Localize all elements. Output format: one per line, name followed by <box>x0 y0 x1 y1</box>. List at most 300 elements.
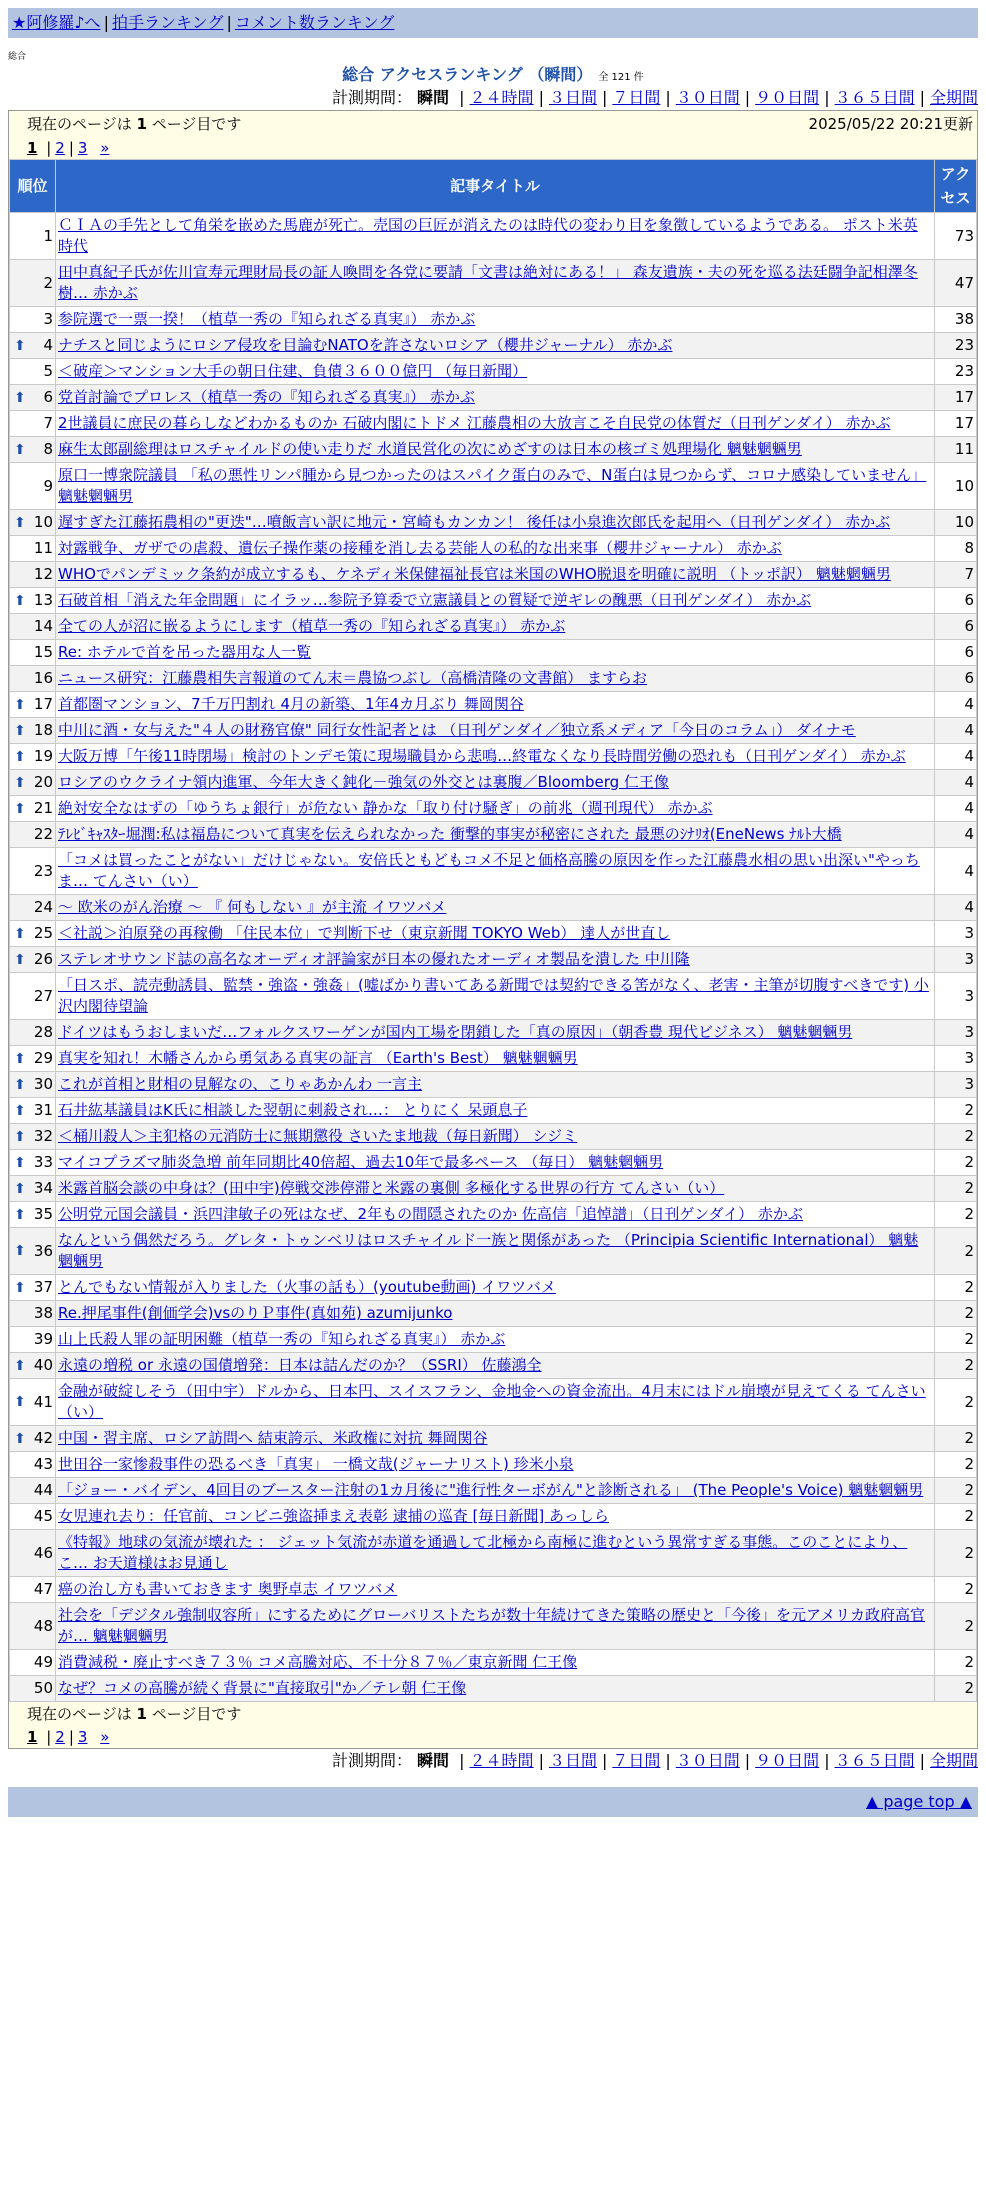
article-link[interactable]: 2世議員に庶民の暮らしなどわかるものか 石破内閣にトドメ 江藤農相の大放言こそ自民党の体質だ（日刊ゲンダイ） 赤かぶ <box>58 414 891 432</box>
rank-cell <box>10 1202 56 1228</box>
rank-number: 39 <box>33 1330 53 1348</box>
article-link[interactable]: 「日スポ、読売動誘員、監禁・強盗・強姦」(嘘ばかり書いてある新聞では契約できる筈がなく、老害・主筆が切腹すべきです) 小沢内閣待望論 <box>58 976 929 1015</box>
rank-cell <box>10 1275 56 1301</box>
article-link[interactable]: ＣＩＡの手先として角栄を嵌めた馬鹿が死亡。売国の巨匠が消えたのは時代の変わり目を象徴しているようである。 ポスト米英時代 <box>58 216 918 255</box>
period-current: 瞬間 <box>417 88 450 107</box>
access-count: 17 <box>935 385 977 411</box>
up-arrow-icon: ⬆ <box>14 337 26 354</box>
access-count: 2 <box>935 1603 977 1650</box>
page-info-bar <box>9 111 977 137</box>
rank-number: 48 <box>33 1616 53 1635</box>
period-link[interactable]: ２４時間 <box>469 88 534 107</box>
rank-number: 36 <box>33 1241 53 1260</box>
table-row <box>10 1275 977 1301</box>
access-count: 4 <box>935 692 977 718</box>
title-cell <box>56 1577 935 1603</box>
page-info-prefix: 現在のページは <box>27 1705 132 1723</box>
title-cell <box>56 1650 935 1676</box>
title-cell <box>56 973 935 1020</box>
rank-number: 34 <box>33 1179 53 1197</box>
article-link[interactable]: ナチスと同じようにロシア侵攻を目論むNATOを許さないロシア（櫻井ジャーナル） 赤かぶ <box>58 336 673 354</box>
header-access: アクセス <box>935 160 977 213</box>
period-separator: | <box>601 1751 608 1770</box>
up-arrow-icon: ⬆ <box>14 1102 26 1119</box>
article-link[interactable]: 麻生太郎副総理はロスチャイルドの使い走りだ 水道民営化の次にめざすのは日本の核ゴミ処理場化 魑魅魍魎男 <box>58 440 802 458</box>
rank-cell <box>10 1046 56 1072</box>
table-row <box>10 1379 977 1426</box>
period-separator: | <box>459 88 465 107</box>
period-link[interactable]: ３０日間 <box>675 1751 740 1770</box>
article-link[interactable]: 消費減税・廃止すべき７３％ コメ高騰対応、不十分８７％／東京新聞 仁王像 <box>58 1653 578 1671</box>
access-count: 17 <box>935 411 977 437</box>
article-link[interactable]: 「コメは買ったことがない」だけじゃない。安倍氏ともどもコメ不足と価格高騰の原因を作った江藤農水相の思い出深い"やっちま… てんさい（い） <box>58 851 920 890</box>
article-link[interactable]: WHOでパンデミック条約が成立するも、ケネディ米保健福祉長官は米国のWHO脱退を明確に説明 （トッポ訳） 魑魅魍魎男 <box>58 565 891 583</box>
title-cell <box>56 307 935 333</box>
page-info-suffix: ページ目です <box>151 115 242 133</box>
period-link[interactable]: ９０日間 <box>755 88 820 107</box>
article-link[interactable]: 対露戦争、ガザでの虐殺、遺伝子操作薬の接種を消し去る芸能人の私的な出来事（櫻井ジャーナル） 赤かぶ <box>58 539 782 557</box>
table-row <box>10 359 977 385</box>
article-link[interactable]: なぜ？コメの高騰が続く背景に"直接取引"か／テレ朝 仁王像 <box>58 1679 467 1697</box>
rank-cell <box>10 947 56 973</box>
access-count: 10 <box>935 463 977 510</box>
title-cell <box>56 796 935 822</box>
pager-separator: | <box>46 139 52 157</box>
rank-cell <box>10 411 56 437</box>
page-info-prefix: 現在のページは <box>27 115 132 133</box>
table-row <box>10 1426 977 1452</box>
title-cell <box>56 437 935 463</box>
access-count: 6 <box>935 640 977 666</box>
table-row <box>10 822 977 848</box>
title-cell <box>56 333 935 359</box>
access-count: 4 <box>935 796 977 822</box>
article-link[interactable]: ﾃﾚﾋﾞｷｬｽﾀｰ堀潤:私は福島について真実を伝えられなかった 衝撃的事実が秘密にされた 最悪のｼﾅﾘｵ(EneNews ﾅﾙﾄ大橋 <box>58 825 842 843</box>
rank-number: 3 <box>43 310 53 328</box>
title-cell <box>56 1176 935 1202</box>
table-row <box>10 1124 977 1150</box>
period-link[interactable]: ３６５日間 <box>834 1751 915 1770</box>
up-arrow-icon: ⬆ <box>14 592 26 609</box>
article-link[interactable]: ～ 欧米のがん治療 ～ 『 何もしない 』が主流 イワツバメ <box>58 898 447 916</box>
period-label: 計測期間： <box>331 1751 412 1770</box>
table-row <box>10 947 977 973</box>
article-link[interactable]: とんでもない情報が入りました（火事の話も）(youtube動画) イワツバメ <box>58 1278 556 1296</box>
period-link[interactable]: ３日間 <box>548 88 597 107</box>
rank-cell <box>10 770 56 796</box>
up-arrow-icon: ⬆ <box>14 748 26 765</box>
table-row <box>10 333 977 359</box>
access-count: 4 <box>935 744 977 770</box>
title-cell <box>56 614 935 640</box>
title-cell <box>56 510 935 536</box>
title-cell <box>56 463 935 510</box>
article-link[interactable]: 田中真紀子氏が佐川宣寿元理財局長の証人喚問を各党に要請「文書は絶対にある！」 森友遺族・夫の死を巡る法廷闘争記相澤冬樹… 赤かぶ <box>58 263 918 302</box>
table-row <box>10 666 977 692</box>
article-link[interactable]: ＜社説＞泊原発の再稼働 「住民本位」で判断下せ（東京新聞 TOKYO Web） 達人が世直し <box>58 924 671 942</box>
rank-cell <box>10 1603 56 1650</box>
pager-separator: | <box>68 1728 74 1746</box>
title-cell <box>56 1379 935 1426</box>
period-separator: | <box>824 88 830 107</box>
nav-separator: | <box>226 13 232 32</box>
rank-number: 29 <box>33 1049 53 1067</box>
article-link[interactable]: 全ての人が沼に嵌るようにします（植草一秀の『知られざる真実』） 赤かぶ <box>58 617 566 635</box>
rank-number: 19 <box>33 747 53 765</box>
article-link[interactable]: 公明党元国会議員・浜四津敏子の死はなぜ、2年もの間隠されたのか 佐高信「追悼譜」（日刊ゲンダイ） 赤かぶ <box>58 1205 803 1223</box>
rank-cell <box>10 1124 56 1150</box>
rank-number: 1 <box>43 226 53 245</box>
rank-cell <box>10 213 56 260</box>
rank-number: 33 <box>33 1153 53 1171</box>
rank-cell <box>10 848 56 895</box>
pager-link[interactable]: 2 <box>55 139 65 157</box>
access-count: 2 <box>935 1452 977 1478</box>
page-info-number: 1 <box>136 1705 147 1723</box>
title-cell <box>56 1327 935 1353</box>
rank-number: 49 <box>33 1653 53 1671</box>
rank-number: 17 <box>33 695 53 713</box>
title-cell <box>56 1202 935 1228</box>
table-row <box>10 1603 977 1650</box>
title-cell <box>56 1124 935 1150</box>
article-link[interactable]: 「ジョー・バイデン、4回目のブースター注射の1カ月後に"進行性ターボがん"と診断される」 (The People's Voice) 魑魅魍魎男 <box>58 1481 924 1499</box>
rank-number: 20 <box>33 773 53 791</box>
article-link[interactable]: 癌の治し方も書いておきます 奥野卓志 イワツバメ <box>58 1580 398 1598</box>
rank-number: 28 <box>33 1023 53 1041</box>
title-cell <box>56 947 935 973</box>
rank-number: 21 <box>33 799 53 817</box>
article-link[interactable]: 遅すぎた江藤拓農相の"更迭"…噴飯言い訳に地元・宮崎もカンカン！ 後任は小泉進次郎氏を起用へ（日刊ゲンダイ） 赤かぶ <box>58 513 891 531</box>
pager-separator: | <box>46 1728 52 1746</box>
title-cell <box>56 1046 935 1072</box>
article-link[interactable]: ＜桶川殺人＞主犯格の元消防士に無期懲役 さいたま地裁（毎日新聞） シジミ <box>58 1127 578 1145</box>
article-link[interactable]: 石破首相「消えた年金問題」にイラッ…参院予算委で立憲議員との質疑で逆ギレの醜悪（日刊ゲンダイ） 赤かぶ <box>58 591 812 609</box>
rank-cell <box>10 973 56 1020</box>
period-selector-top <box>8 86 978 110</box>
rank-number: 5 <box>43 362 53 380</box>
period-separator: | <box>601 88 608 107</box>
title-cell <box>56 213 935 260</box>
article-link[interactable]: 永遠の増税 or 永遠の国債増発：日本は詰んだのか？（SSRI） 佐藤鴻全 <box>58 1356 542 1374</box>
page-info-bar-bottom <box>9 1702 977 1726</box>
rank-cell <box>10 921 56 947</box>
rank-cell <box>10 1426 56 1452</box>
up-arrow-icon: ⬆ <box>14 1394 26 1410</box>
rank-cell <box>10 437 56 463</box>
up-arrow-icon: ⬆ <box>14 1357 26 1374</box>
rank-cell <box>10 796 56 822</box>
access-count: 4 <box>935 770 977 796</box>
table-row <box>10 463 977 510</box>
table-row <box>10 1228 977 1275</box>
article-link[interactable]: ニュース研究：江藤農相失言報道のてん末＝農協つぶし（高橋清隆の文書館） ますらお <box>58 669 648 687</box>
title-cell <box>56 1530 935 1577</box>
rank-number: 9 <box>43 476 53 495</box>
access-count: 38 <box>935 307 977 333</box>
title-cell <box>56 588 935 614</box>
top-nav <box>8 8 978 38</box>
article-link[interactable]: なんという偶然だろう。グレタ・トゥンベリはロスチャイルド一族と関係があった （Principia Scientific International） 魑魅魍魎男 <box>58 1231 919 1270</box>
access-count: 4 <box>935 822 977 848</box>
title-cell <box>56 1150 935 1176</box>
rank-cell <box>10 1530 56 1577</box>
title-cell <box>56 1478 935 1504</box>
title-cell <box>56 385 935 411</box>
rank-cell <box>10 1327 56 1353</box>
access-count: 6 <box>935 588 977 614</box>
pager-current: 1 <box>27 139 38 157</box>
rank-cell <box>10 359 56 385</box>
title-cell <box>56 1504 935 1530</box>
rank-cell <box>10 1098 56 1124</box>
rank-cell <box>10 510 56 536</box>
title-cell <box>56 1228 935 1275</box>
rank-number: 41 <box>33 1392 53 1411</box>
rank-number: 23 <box>33 861 53 880</box>
table-row <box>10 562 977 588</box>
pager-link[interactable]: 3 <box>77 1728 88 1746</box>
period-link[interactable]: 全期間 <box>929 88 978 107</box>
title-cell <box>56 848 935 895</box>
period-link[interactable]: ７日間 <box>612 1751 661 1770</box>
article-link[interactable]: 真実を知れ！木幡さんから勇気ある真実の証言 （Earth's Best） 魑魅魍魎男 <box>58 1049 578 1067</box>
title-cell <box>56 822 935 848</box>
period-separator: | <box>538 1751 544 1770</box>
nav-link-asyura[interactable]: ★阿修羅♪へ <box>12 13 101 32</box>
rank-cell <box>10 1353 56 1379</box>
article-link[interactable]: ロシアのウクライナ領内進軍、今年大きく鈍化－強気の外交とは裏腹／Bloomberg 仁王像 <box>58 773 669 791</box>
rank-number: 27 <box>33 986 53 1005</box>
rank-cell <box>10 640 56 666</box>
article-link[interactable]: これが首相と財相の見解なの、こりゃあかんわ 一言主 <box>58 1075 423 1093</box>
access-count: 2 <box>935 1478 977 1504</box>
title-cell <box>56 536 935 562</box>
rank-number: 22 <box>33 825 53 843</box>
title-cell <box>56 1301 935 1327</box>
rank-number: 50 <box>33 1679 53 1697</box>
period-separator: | <box>538 88 544 107</box>
article-link[interactable]: 原口一博衆院議員 「私の悪性リンパ腫から見つかったのはスパイク蛋白のみで、N蛋白は見つからず、コロナ感染していません」 魑魅魍魎男 <box>58 466 927 505</box>
access-count: 3 <box>935 973 977 1020</box>
table-row <box>10 437 977 463</box>
article-link[interactable]: 参院選で一票一揆！（植草一秀の『知られざる真実』） 赤かぶ <box>58 310 476 328</box>
article-link[interactable]: 女児連れ去り：任官前、コンビニ強盗挿まえ表彰 逮捕の巡査 [毎日新聞] あっしら <box>58 1507 609 1525</box>
article-link[interactable]: 中川に酒・女与えた"４人の財務官僚" 同行女性記者とは （日刊ゲンダイ／独立系メディア「今日のコラム」） ダイナモ <box>58 721 856 739</box>
pager-separator <box>87 139 100 157</box>
table-row <box>10 614 977 640</box>
rank-number: 45 <box>33 1507 53 1525</box>
page-info-number: 1 <box>136 115 147 133</box>
updated-timestamp: 2025/05/22 20:21更新 <box>808 115 973 133</box>
rank-cell <box>10 1650 56 1676</box>
period-separator: | <box>744 88 751 107</box>
access-count: 2 <box>935 1353 977 1379</box>
period-separator: | <box>459 1751 465 1770</box>
rank-number: 6 <box>43 388 53 406</box>
table-row <box>10 1150 977 1176</box>
article-link[interactable]: マイコプラズマ肺炎急増 前年同期比40倍超、過去10年で最多ペース （毎日） 魑魅魍魎男 <box>58 1153 664 1171</box>
access-count: 6 <box>935 666 977 692</box>
rank-number: 37 <box>33 1278 53 1296</box>
article-link[interactable]: 《特報》地球の気流が壊れた ： ジェット気流が赤道を通過して北極から南極に進むという異常すぎる事態。このことにより、こ… お天道様はお見通し <box>58 1533 908 1572</box>
up-arrow-icon: ⬆ <box>14 389 26 406</box>
bottom-bar <box>8 1787 978 1817</box>
rank-cell <box>10 1504 56 1530</box>
rank-number: 12 <box>33 565 53 583</box>
article-link[interactable]: ドイツはもうおしまいだ…フォルクスワーゲンが国内工場を閉鎖した「真の原因」（朝香豊 現代ビジネス） 魑魅魍魎男 <box>58 1023 853 1041</box>
up-arrow-icon: ⬆ <box>14 441 26 458</box>
title-cell <box>56 1072 935 1098</box>
title-cell <box>56 640 935 666</box>
table-row <box>10 1072 977 1098</box>
title-cell <box>56 921 935 947</box>
article-link[interactable]: 党首討論でプロレス（植草一秀の『知られざる真実』） 赤かぶ <box>58 388 475 406</box>
pager-link[interactable]: 3 <box>77 139 88 157</box>
nav-link-clap-ranking[interactable]: 拍手ランキング <box>111 13 224 32</box>
table-row <box>10 588 977 614</box>
table-header-row <box>10 160 977 213</box>
title-cell <box>56 562 935 588</box>
table-row <box>10 744 977 770</box>
table-row <box>10 770 977 796</box>
rank-cell <box>10 588 56 614</box>
rank-cell <box>10 307 56 333</box>
period-label: 計測期間： <box>331 88 412 107</box>
table-row <box>10 1176 977 1202</box>
rank-cell <box>10 1676 56 1702</box>
article-link[interactable]: 石井紘基議員はK氏に相談した翌朝に刺殺され…： とりにく 呆頭息子 <box>58 1101 528 1119</box>
rank-cell <box>10 718 56 744</box>
table-row <box>10 385 977 411</box>
title-cell <box>56 770 935 796</box>
up-arrow-icon: ⬆ <box>14 800 26 817</box>
rank-cell <box>10 260 56 307</box>
access-count: 23 <box>935 333 977 359</box>
article-link[interactable]: 米露首脳会談の中身は？(田中宇)停戦交渉停滞と米露の裏側 多極化する世界の行方 てんさい（い） <box>58 1179 725 1197</box>
section-label: 総合 <box>8 52 27 62</box>
period-link[interactable]: ９０日間 <box>755 1751 820 1770</box>
page-title-row <box>8 64 978 86</box>
table-row <box>10 1046 977 1072</box>
period-link[interactable]: 全期間 <box>929 1751 978 1770</box>
rank-number: 8 <box>43 440 53 458</box>
page-top-link[interactable]: ▲ page top ▲ <box>865 1792 972 1811</box>
rank-number: 10 <box>33 513 53 531</box>
nav-link-comment-ranking[interactable]: コメント数ランキング <box>234 13 395 32</box>
title-cell <box>56 1452 935 1478</box>
access-count: 2 <box>935 1530 977 1577</box>
period-separator: | <box>824 1751 830 1770</box>
article-link[interactable]: Re: ホテルで首を吊った器用な人一覧 <box>58 643 312 661</box>
rank-number: 11 <box>33 539 53 557</box>
period-link[interactable]: ２４時間 <box>469 1751 534 1770</box>
rank-cell <box>10 1176 56 1202</box>
access-count: 3 <box>935 947 977 973</box>
period-link[interactable]: ７日間 <box>612 88 661 107</box>
table-row <box>10 1650 977 1676</box>
title-cell <box>56 411 935 437</box>
title-cell <box>56 1275 935 1301</box>
table-row <box>10 213 977 260</box>
rank-number: 16 <box>33 669 53 687</box>
article-link[interactable]: Re.押尾事件(創価学会)vsのりＰ事件(真如苑) azumijunko <box>58 1304 453 1322</box>
rank-cell <box>10 1577 56 1603</box>
header-rank: 順位 <box>10 160 56 213</box>
article-link[interactable]: 中国・習主席、ロシア訪問へ 結束誇示、米政権に対抗 舞岡関谷 <box>58 1429 488 1447</box>
access-count: 4 <box>935 718 977 744</box>
up-arrow-icon: ⬆ <box>14 1050 26 1067</box>
rank-cell <box>10 1072 56 1098</box>
access-count: 3 <box>935 921 977 947</box>
period-separator: | <box>919 1751 925 1770</box>
rank-number: 13 <box>33 591 53 609</box>
access-count: 2 <box>935 1202 977 1228</box>
access-count: 3 <box>935 1020 977 1046</box>
access-count: 2 <box>935 1176 977 1202</box>
article-link[interactable]: ＜破産＞マンション大手の朝日住建、負債３６００億円 （毎日新聞） <box>58 362 528 380</box>
pager-current: 1 <box>27 1728 38 1746</box>
title-cell <box>56 1353 935 1379</box>
rank-number: 25 <box>33 924 53 942</box>
article-link[interactable]: 大阪万博「午後11時閉場」検討のトンデモ策に現場職員から悲鳴…終電なくなり長時間労働の恐れも（日刊ゲンダイ） 赤かぶ <box>58 747 906 765</box>
up-arrow-icon: ⬆ <box>14 925 26 942</box>
article-link[interactable]: 首都圏マンション、7千万円割れ 4月の新築、1年4カ月ぶり 舞岡関谷 <box>58 695 524 713</box>
up-arrow-icon: ⬆ <box>14 1279 26 1296</box>
table-row <box>10 848 977 895</box>
rank-cell <box>10 1150 56 1176</box>
rank-number: 35 <box>33 1205 53 1223</box>
up-arrow-icon: ⬆ <box>14 1076 26 1093</box>
pager-separator <box>87 1728 100 1746</box>
table-row <box>10 796 977 822</box>
up-arrow-icon: ⬆ <box>14 514 26 531</box>
article-link[interactable]: 絶対安全なはずの「ゆうちょ銀行」が危ない 静かな「取り付け騒ぎ」の前兆（週刊現代） 赤かぶ <box>58 799 713 817</box>
article-link[interactable]: 社会を「デジタル強制収容所」にするためにグローバリストたちが数十年続けてきた策略の歴史と「今後」を元アメリカ政府高官が… 魑魅魍魎男 <box>58 1606 926 1645</box>
up-arrow-icon: ⬆ <box>14 696 26 713</box>
rank-cell <box>10 744 56 770</box>
rank-number: 47 <box>33 1580 53 1598</box>
access-count: 2 <box>935 1228 977 1275</box>
article-link[interactable]: 山上氏殺人罪の証明困難（植草一秀の『知られざる真実』） 赤かぶ <box>58 1330 506 1348</box>
pager-separator: | <box>68 139 74 157</box>
pager-link[interactable]: » <box>100 139 110 157</box>
table-row <box>10 411 977 437</box>
table-row <box>10 718 977 744</box>
pager-link[interactable]: » <box>100 1728 110 1746</box>
table-row <box>10 1676 977 1702</box>
title-cell <box>56 1098 935 1124</box>
period-separator: | <box>919 88 925 107</box>
table-row <box>10 640 977 666</box>
rank-cell <box>10 1301 56 1327</box>
period-link[interactable]: ３６５日間 <box>834 88 915 107</box>
access-count: 2 <box>935 1426 977 1452</box>
period-link[interactable]: ３日間 <box>548 1751 597 1770</box>
access-count: 2 <box>935 1676 977 1702</box>
article-link[interactable]: ステレオサウンド誌の高名なオーディオ評論家が日本の優れたオーディオ製品を潰した 中川隆 <box>58 950 690 968</box>
article-link[interactable]: 金融が破綻しそう（田中宇）ドルから、日本円、スイスフラン、金地金への資金流出。4月末にはドル崩壊が見えてくる てんさい（い） <box>58 1382 926 1421</box>
article-link[interactable]: 世田谷一家惨殺事件の恐るべき「真実」 一橋文哉(ジャーナリスト) 珍米小泉 <box>58 1455 574 1473</box>
table-row <box>10 1301 977 1327</box>
access-count: 4 <box>935 895 977 921</box>
access-count: 7 <box>935 562 977 588</box>
period-link[interactable]: ３０日間 <box>675 88 740 107</box>
rank-cell <box>10 666 56 692</box>
pager-link[interactable]: 2 <box>55 1728 65 1746</box>
rank-number: 7 <box>43 414 53 432</box>
rank-number: 38 <box>33 1304 53 1322</box>
